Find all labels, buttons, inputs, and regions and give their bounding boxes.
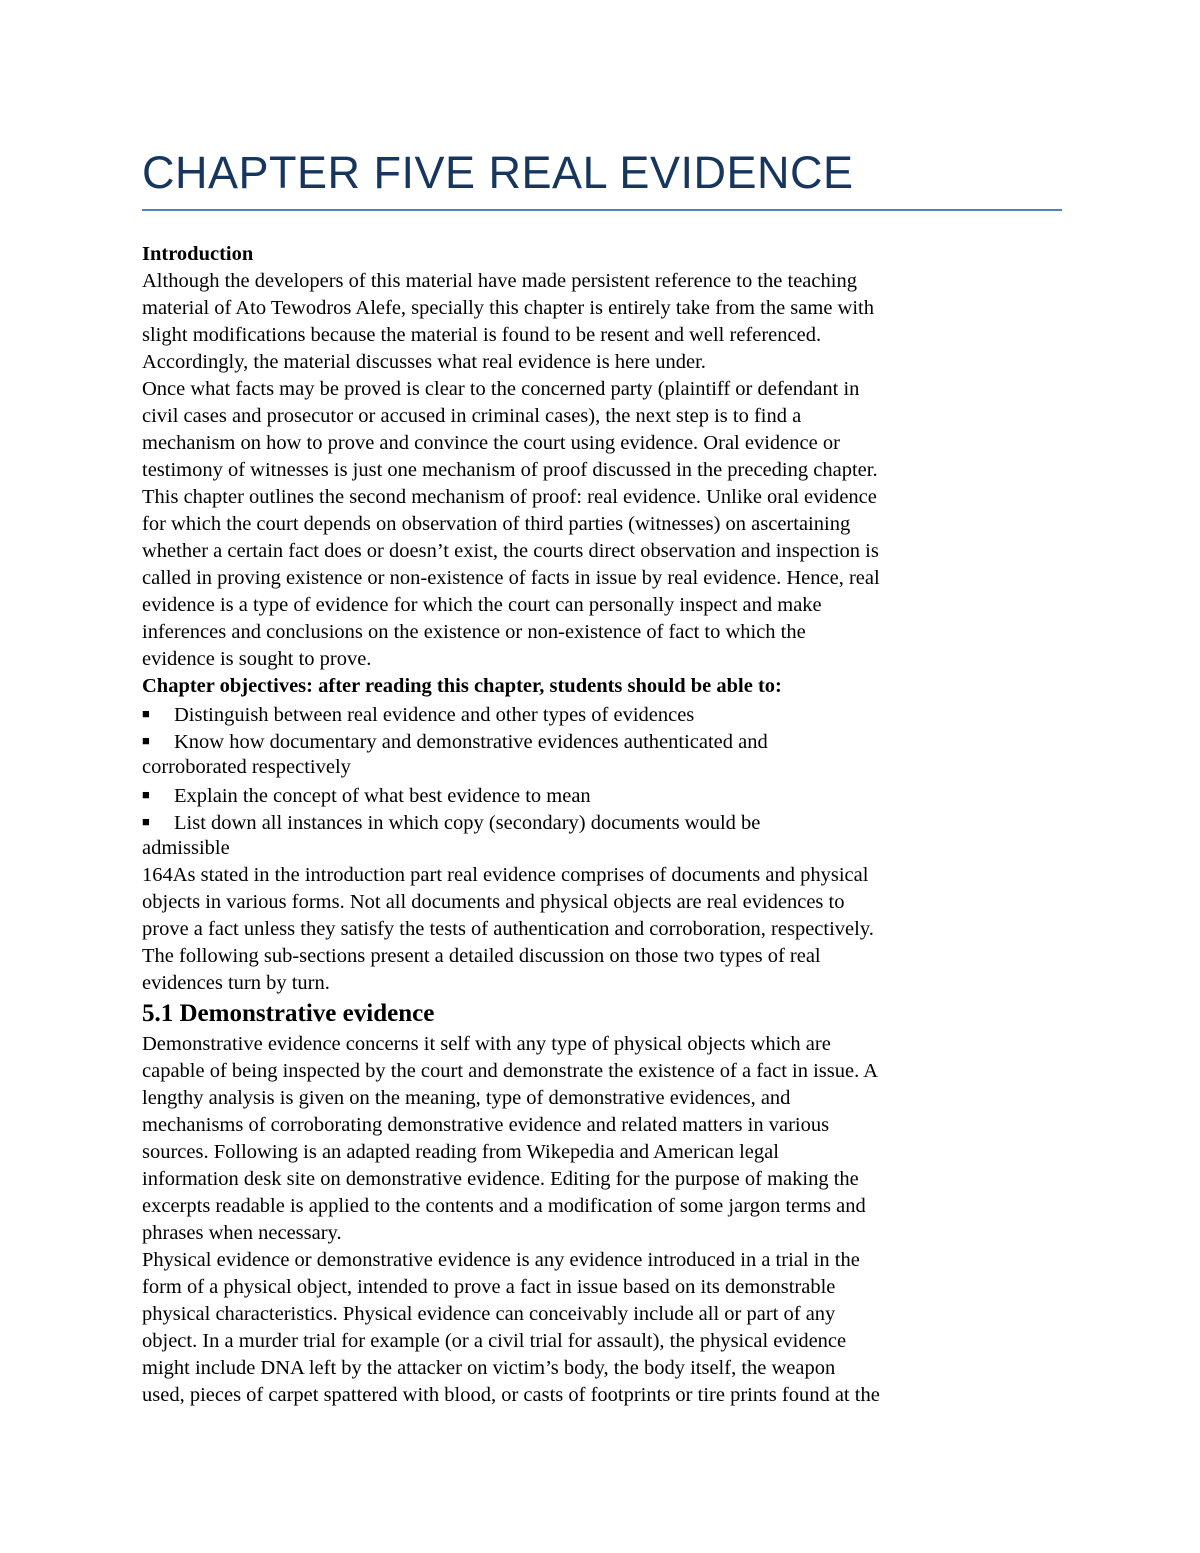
intro-heading: Introduction xyxy=(142,243,254,265)
list-item-continuation: admissible xyxy=(142,837,230,859)
list-item-text: Distinguish between real evidence and other types of evidences xyxy=(174,704,695,726)
text-line: inferences and conclusions on the existence or non-existence of fact to which the xyxy=(142,621,806,643)
text-line: used, pieces of carpet spattered with blood, or casts of footprints or tire prints found at the xyxy=(142,1384,880,1406)
text-line: for which the court depends on observation of third parties (witnesses) on ascertaining xyxy=(142,513,851,535)
text-line: excerpts readable is applied to the contents and a modification of some jargon terms and xyxy=(142,1195,866,1217)
after-objectives-paragraph xyxy=(142,862,997,997)
text-line: evidences turn by turn. xyxy=(142,972,330,994)
document-page xyxy=(142,140,1062,1409)
list-item xyxy=(142,700,997,727)
text-line: mechanism on how to prove and convince the court using evidence. Oral evidence or xyxy=(142,432,840,454)
text-line: information desk site on demonstrative evidence. Editing for the purpose of making the xyxy=(142,1168,859,1190)
list-item-continuation: corroborated respectively xyxy=(142,756,351,778)
chapter-title: CHAPTER FIVE REAL EVIDENCE xyxy=(142,147,854,198)
text-line: sources. Following is an adapted reading from Wikepedia and American legal xyxy=(142,1141,779,1163)
text-line: object. In a murder trial for example (or a civil trial for assault), the physical evidence xyxy=(142,1330,847,1352)
text-line: The following sub-sections present a detailed discussion on those two types of real xyxy=(142,945,821,967)
text-line: whether a certain fact does or doesn’t exist, the courts direct observation and inspection is xyxy=(142,540,879,562)
text-line: might include DNA left by the attacker on victim’s body, the body itself, the weapon xyxy=(142,1357,836,1379)
list-item xyxy=(142,727,997,754)
document-body xyxy=(142,241,997,1409)
square-bullet-icon: ■ xyxy=(142,706,150,721)
text-line: 164As stated in the introduction part real evidence comprises of documents and physical xyxy=(142,864,869,886)
text-line: Although the developers of this material have made persistent reference to the teaching xyxy=(142,270,857,292)
square-bullet-icon: ■ xyxy=(142,733,150,748)
text-line: lengthy analysis is given on the meaning, type of demonstrative evidences, and xyxy=(142,1087,791,1109)
title-divider xyxy=(142,209,1062,211)
text-line: material of Ato Tewodros Alefe, specially this chapter is entirely take from the same with xyxy=(142,297,874,319)
text-line: objects in various forms. Not all documents and physical objects are real evidences to xyxy=(142,891,845,913)
text-line: testimony of witnesses is just one mechanism of proof discussed in the preceding chapter. xyxy=(142,459,878,481)
intro-paragraphs xyxy=(142,268,997,673)
objectives-list xyxy=(142,700,997,862)
text-line: Physical evidence or demonstrative evidence is any evidence introduced in a trial in the xyxy=(142,1249,860,1271)
section-paragraphs xyxy=(142,1031,997,1409)
text-line: Demonstrative evidence concerns it self with any type of physical objects which are xyxy=(142,1033,831,1055)
text-line: called in proving existence or non-existence of facts in issue by real evidence. Hence, real xyxy=(142,567,880,589)
text-line: phrases when necessary. xyxy=(142,1222,342,1244)
text-line: Once what facts may be proved is clear to the concerned party (plaintiff or defendant in xyxy=(142,378,860,400)
text-line: physical characteristics. Physical evidence can conceivably include all or part of any xyxy=(142,1303,836,1325)
list-item xyxy=(142,808,997,835)
text-line: slight modifications because the material is found to be resent and well referenced. xyxy=(142,324,822,346)
text-line: capable of being inspected by the court and demonstrate the existence of a fact in issue. A xyxy=(142,1060,879,1082)
text-line: evidence is sought to prove. xyxy=(142,648,372,670)
section-heading: 5.1 Demonstrative evidence xyxy=(142,1000,435,1027)
text-line: form of a physical object, intended to prove a fact in issue based on its demonstrable xyxy=(142,1276,836,1298)
text-line: prove a fact unless they satisfy the tests of authentication and corroboration, respectively. xyxy=(142,918,874,940)
objectives-heading: Chapter objectives: after reading this chapter, students should be able to: xyxy=(142,675,782,697)
text-line: This chapter outlines the second mechanism of proof: real evidence. Unlike oral evidence xyxy=(142,486,877,508)
square-bullet-icon: ■ xyxy=(142,787,150,802)
list-item xyxy=(142,781,997,808)
list-item-text: List down all instances in which copy (secondary) documents would be xyxy=(174,812,761,834)
list-item-text: Explain the concept of what best evidence to mean xyxy=(174,785,591,807)
square-bullet-icon: ■ xyxy=(142,814,150,829)
list-item-text: Know how documentary and demonstrative evidences authenticated and xyxy=(174,731,768,753)
text-line: civil cases and prosecutor or accused in criminal cases), the next step is to find a xyxy=(142,405,802,427)
text-line: evidence is a type of evidence for which the court can personally inspect and make xyxy=(142,594,822,616)
text-line: mechanisms of corroborating demonstrative evidence and related matters in various xyxy=(142,1114,830,1136)
text-line: Accordingly, the material discusses what real evidence is here under. xyxy=(142,351,706,373)
